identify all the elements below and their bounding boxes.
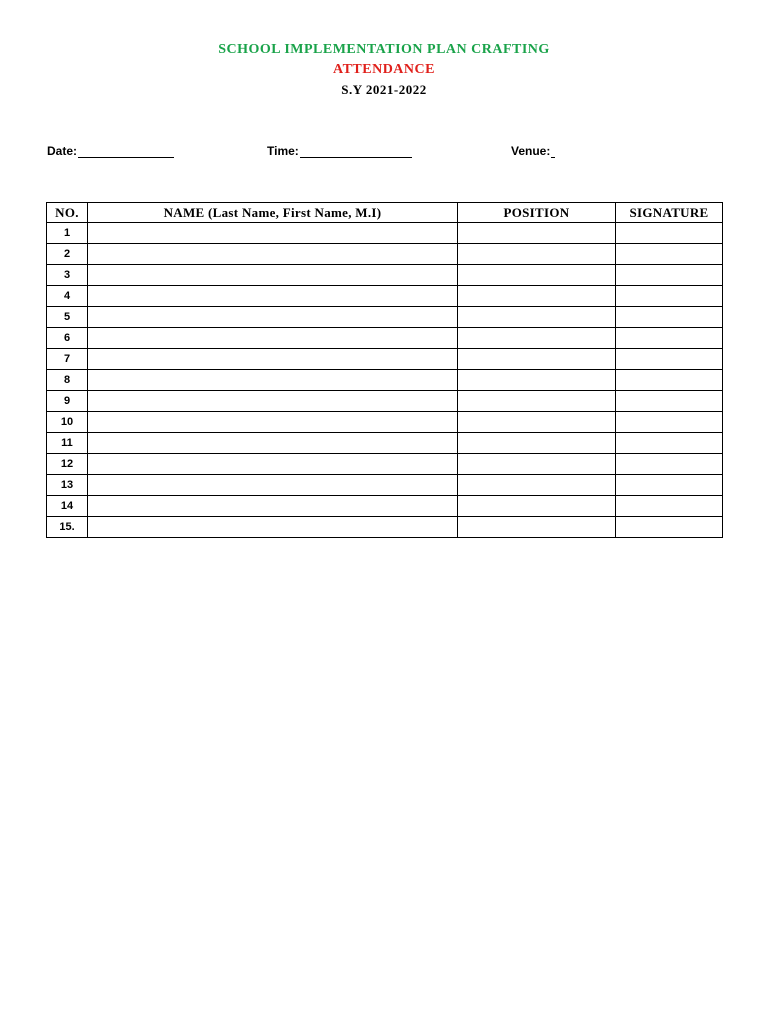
time-field [267, 144, 412, 158]
table-row [47, 433, 723, 454]
row-number: 2 [47, 244, 88, 265]
table-header-row [47, 203, 723, 223]
name-cell[interactable] [88, 391, 458, 412]
name-cell[interactable] [88, 328, 458, 349]
row-number: 11 [47, 433, 88, 454]
position-cell[interactable] [458, 328, 616, 349]
position-cell[interactable] [458, 265, 616, 286]
table-row [47, 412, 723, 433]
name-cell[interactable] [88, 412, 458, 433]
column-header-signature: SIGNATURE [616, 203, 723, 223]
time-blank-line [300, 144, 412, 158]
signature-cell[interactable] [616, 349, 723, 370]
row-number: 8 [47, 370, 88, 391]
position-cell[interactable] [458, 475, 616, 496]
row-number: 10 [47, 412, 88, 433]
table-row [47, 496, 723, 517]
row-number: 14 [47, 496, 88, 517]
date-blank-line [78, 144, 174, 158]
table-row [47, 265, 723, 286]
row-number: 5 [47, 307, 88, 328]
date-field [47, 144, 174, 158]
name-cell[interactable] [88, 223, 458, 244]
name-cell[interactable] [88, 244, 458, 265]
position-cell[interactable] [458, 223, 616, 244]
signature-cell[interactable] [616, 286, 723, 307]
name-cell[interactable] [88, 370, 458, 391]
signature-cell[interactable] [616, 307, 723, 328]
position-cell[interactable] [458, 391, 616, 412]
position-cell[interactable] [458, 286, 616, 307]
school-year: S.Y 2021-2022 [341, 82, 427, 97]
name-cell[interactable] [88, 454, 458, 475]
table-row [47, 517, 723, 538]
table-row [47, 223, 723, 244]
row-number: 7 [47, 349, 88, 370]
column-header-position: POSITION [458, 203, 616, 223]
name-cell[interactable] [88, 517, 458, 538]
position-cell[interactable] [458, 349, 616, 370]
table-row [47, 244, 723, 265]
date-label: Date: [47, 144, 78, 158]
table-row [47, 475, 723, 496]
name-cell[interactable] [88, 265, 458, 286]
position-cell[interactable] [458, 412, 616, 433]
table-row [47, 454, 723, 475]
row-number: 3 [47, 265, 88, 286]
position-cell[interactable] [458, 517, 616, 538]
signature-cell[interactable] [616, 517, 723, 538]
signature-cell[interactable] [616, 265, 723, 286]
attendance-table [46, 202, 723, 538]
signature-cell[interactable] [616, 244, 723, 265]
position-cell[interactable] [458, 433, 616, 454]
row-number: 6 [47, 328, 88, 349]
document-title: SCHOOL IMPLEMENTATION PLAN CRAFTING [218, 42, 550, 57]
row-number: 15. [47, 517, 88, 538]
signature-cell[interactable] [616, 412, 723, 433]
signature-cell[interactable] [616, 223, 723, 244]
name-cell[interactable] [88, 349, 458, 370]
position-cell[interactable] [458, 244, 616, 265]
row-number: 1 [47, 223, 88, 244]
venue-blank-line [551, 144, 555, 158]
signature-cell[interactable] [616, 433, 723, 454]
column-header-no: NO. [47, 203, 88, 223]
table-row [47, 349, 723, 370]
position-cell[interactable] [458, 496, 616, 517]
signature-cell[interactable] [616, 328, 723, 349]
position-cell[interactable] [458, 454, 616, 475]
position-cell[interactable] [458, 370, 616, 391]
row-number: 4 [47, 286, 88, 307]
time-label: Time: [267, 144, 299, 158]
row-number: 13 [47, 475, 88, 496]
venue-label: Venue: [511, 144, 551, 158]
name-cell[interactable] [88, 475, 458, 496]
name-cell[interactable] [88, 433, 458, 454]
signature-cell[interactable] [616, 496, 723, 517]
table-row [47, 328, 723, 349]
signature-cell[interactable] [616, 370, 723, 391]
name-cell[interactable] [88, 286, 458, 307]
table-row [47, 307, 723, 328]
signature-cell[interactable] [616, 454, 723, 475]
name-cell[interactable] [88, 307, 458, 328]
column-header-name: NAME (Last Name, First Name, M.I) [88, 203, 458, 223]
venue-field [511, 144, 555, 158]
table-row [47, 370, 723, 391]
row-number: 9 [47, 391, 88, 412]
row-number: 12 [47, 454, 88, 475]
table-row [47, 391, 723, 412]
document-subtitle: ATTENDANCE [333, 62, 435, 77]
signature-cell[interactable] [616, 475, 723, 496]
table-row [47, 286, 723, 307]
signature-cell[interactable] [616, 391, 723, 412]
position-cell[interactable] [458, 307, 616, 328]
name-cell[interactable] [88, 496, 458, 517]
